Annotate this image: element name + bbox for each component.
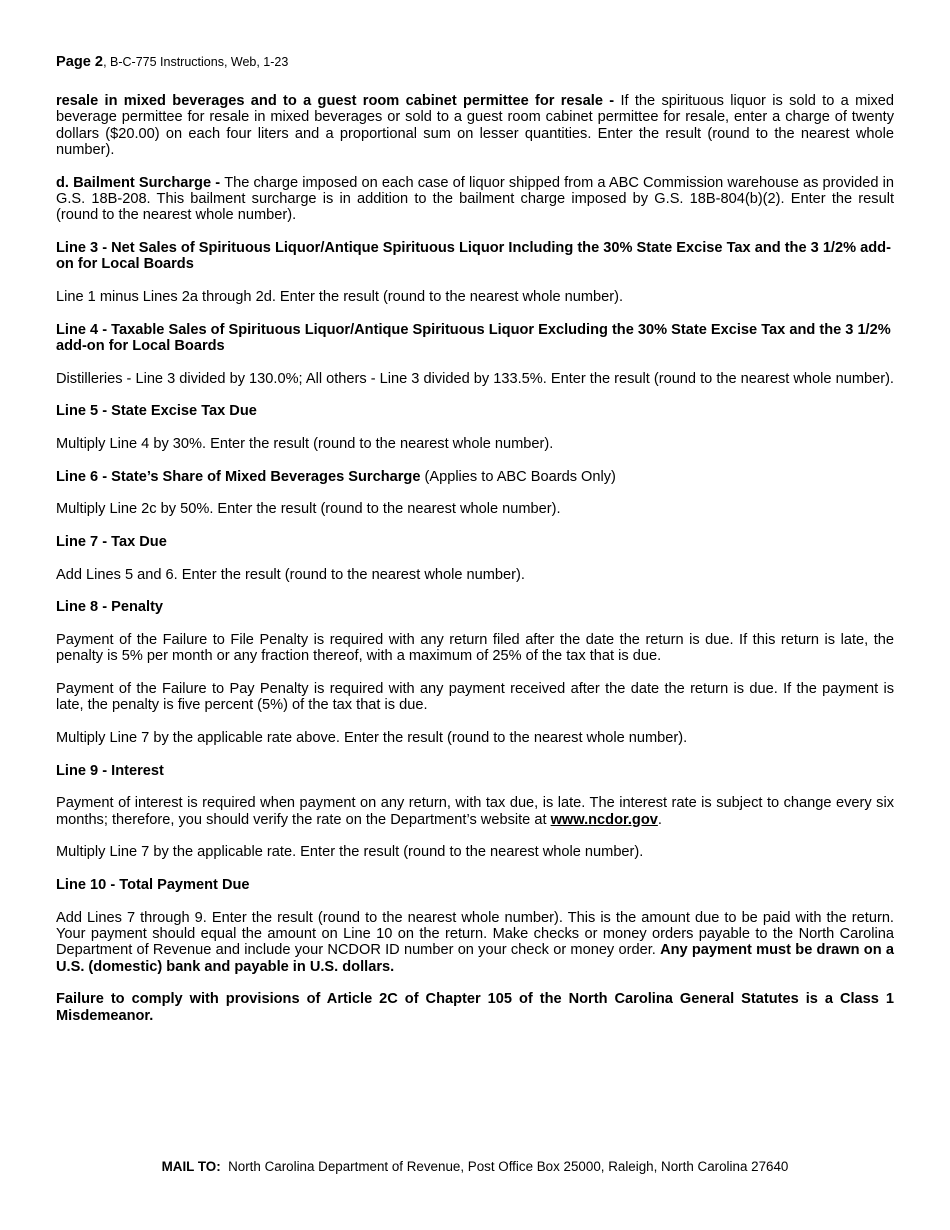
para-mixed-beverage-charge	[56, 93, 894, 158]
line4-heading: Line 4 - Taxable Sales of Spirituous Liquor/Antique Spirituous Liquor Excluding the 30% State Excise Tax and the 3 1/2% add-on for Local Boards	[56, 321, 891, 354]
line8-heading: Line 8 - Penalty	[56, 599, 164, 616]
instructions-page	[56, 54, 894, 1040]
para-d-heading: d. Bailment Surcharge -	[56, 174, 225, 191]
line8-text-pay-penalty: Payment of the Failure to Pay Penalty is required with any payment received after the date the return is due. If the payment is late, the penalty is five percent (5%) of the tax that is due.	[56, 681, 894, 714]
line7-heading: Line 7 - Tax Due	[56, 533, 167, 550]
mail-to-label: MAIL TO:	[161, 1159, 221, 1174]
line5-text: Multiply Line 4 by 30%. Enter the result (round to the nearest whole number).	[56, 435, 554, 452]
line9-text-interest	[56, 795, 894, 828]
para-d-text: The charge imposed on each case of liquor shipped from a ABC Commission warehouse as provided in G.S. 18B-208. This bailment surcharge is in addition to the bailment charge imposed by G.S. 18B-804(b)(2). Enter the result (round to the nearest whole number).	[56, 174, 894, 224]
line9-heading: Line 9 - Interest	[56, 762, 164, 779]
line9-text-pre: Payment of interest is required when payment on any return, with tax due, is late. The interest rate is subject to change every six months; therefore, you should verify the rate on the Department’s website at	[56, 795, 894, 828]
para-c-text: If the spirituous liquor is sold to a mixed beverage permittee for resale in mixed beverages or sold to a guest room cabinet permittee for resale, enter a charge of twenty dollars ($20.00) on each four liters and a proportional sum on lesser quantities. Enter the result (round to the nearest whole number).	[56, 93, 894, 158]
page-number: Page 2	[56, 54, 104, 70]
line10-bold-note: Any payment must be drawn on a U.S. (domestic) bank and payable in U.S. dollars.	[56, 942, 894, 975]
para-c-heading: resale in mixed beverages and to a guest room cabinet permittee for resale -	[56, 93, 621, 109]
line10-text	[56, 910, 894, 975]
page-header	[56, 54, 894, 71]
line3-text: Line 1 minus Lines 2a through 2d. Enter the result (round to the nearest whole number).	[56, 288, 624, 305]
line10-heading: Line 10 - Total Payment Due	[56, 877, 250, 894]
form-meta: , B-C-775 Instructions, Web, 1-23	[103, 55, 289, 69]
line8-text-file-penalty: Payment of the Failure to File Penalty is required with any return filed after the date the return is due. If this return is late, the penalty is 5% per month or any fraction thereof, with a maximum of 25% of the tax that is due.	[56, 632, 894, 665]
line6-note: (Applies to ABC Boards Only)	[420, 468, 616, 485]
mail-to-address: North Carolina Department of Revenue, Post Office Box 25000, Raleigh, North Carolina 27640	[228, 1159, 789, 1174]
line8-text-multiply: Multiply Line 7 by the applicable rate above. Enter the result (round to the nearest whole number).	[56, 729, 688, 746]
misdemeanor-warning: Failure to comply with provisions of Article 2C of Chapter 105 of the North Carolina General Statutes is a Class 1 Misdemeanor.	[56, 991, 894, 1024]
line3-heading: Line 3 - Net Sales of Spirituous Liquor/Antique Spirituous Liquor Including the 30% State Excise Tax and the 3 1/2% add-on for Local Boards	[56, 239, 891, 273]
line6-text: Multiply Line 2c by 50%. Enter the result (round to the nearest whole number).	[56, 501, 561, 518]
line10-body: Add Lines 7 through 9. Enter the result (round to the nearest whole number). This is the amount due to be paid with the return. Your payment should equal the amount on Line 10 on the return. Make checks or money orders payable to the North Carolina Department of Revenue and include your NCDOR ID number on your check or money order.	[56, 909, 894, 959]
line5-heading: Line 5 - State Excise Tax Due	[56, 403, 257, 420]
line9-text-post: .	[657, 811, 662, 828]
line9-text-multiply: Multiply Line 7 by the applicable rate. Enter the result (round to the nearest whole number).	[56, 844, 644, 861]
line6-heading: Line 6 - State’s Share of Mixed Beverages Surcharge	[56, 468, 421, 485]
line4-text: Distilleries - Line 3 divided by 130.0%; All others - Line 3 divided by 133.5%. Enter the result (round to the nearest whole number).	[56, 370, 894, 387]
line7-text: Add Lines 5 and 6. Enter the result (round to the nearest whole number).	[56, 566, 525, 583]
ncdor-website-link[interactable]: www.ncdor.gov	[550, 811, 658, 828]
para-bailment-surcharge	[56, 175, 894, 224]
line6-heading-row	[56, 469, 894, 485]
mail-to-footer	[0, 1159, 950, 1175]
